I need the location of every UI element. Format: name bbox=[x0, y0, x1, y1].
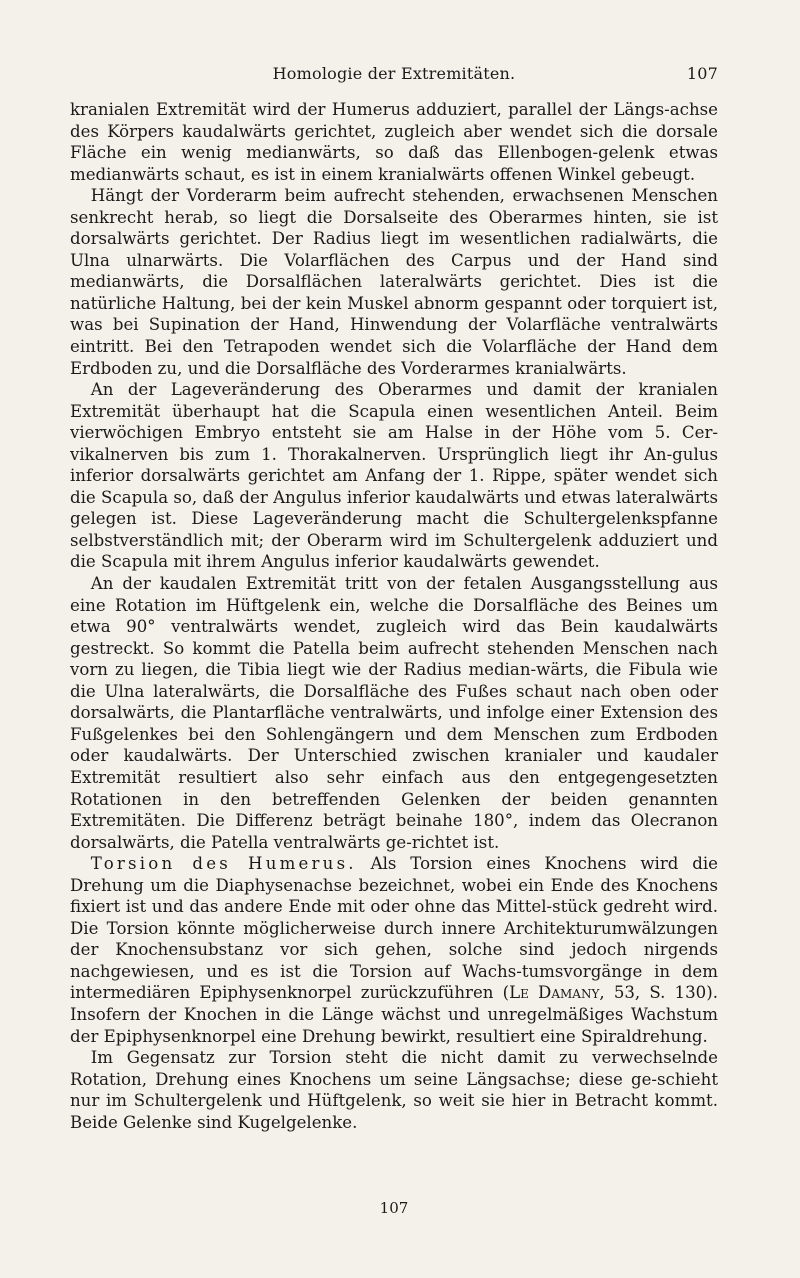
paragraph-5-text-after: , 53, S. 130). Insofern der Knochen in die Länge wächst und unregelmäßiges Wachstum der Epiphysenknorpel eine Drehung bewirkt, resultiert eine Spiraldrehung. bbox=[70, 983, 718, 1046]
footer-page-number: 107 bbox=[379, 1199, 409, 1217]
section-heading-torsion: Torsion des Humerus. bbox=[90, 854, 357, 874]
paragraph-5-text: Als Torsion eines Knochens wird die Drehung um die Diaphysenachse bezeichnet, wobei ein Ende des Knochens fixiert ist und das andere Ende mit oder ohne das Mittel-stück gedreht wird. Die Torsion könnte möglicherweise durch innere Architekturumwälzungen der Knochensubstanz vor sich gehen, solche sind jedoch nirgends nachgewiesen, und es ist die Torsion auf Wachs-tumsvorgänge in dem intermediären Epiphysenknorpel zurückzuführen ( bbox=[70, 854, 718, 1003]
body-text bbox=[70, 99, 718, 1133]
paragraph-2: Hängt der Vorderarm beim aufrecht stehenden, erwachsenen Menschen senkrecht herab, so liegt die Dorsalseite des Oberarmes hinten, sie ist dorsalwärts gerichtet. Der Radius liegt im wesentlichen radialwärts, die Ulna ulnarwärts. Die Volarflächen des Carpus und der Hand sind medianwärts, die Dorsalflächen lateralwärts gerichtet. Dies ist die natürliche Haltung, bei der kein Muskel abnorm gespannt oder torquiert ist, was bei Supination der Hand, Hinwendung der Volarfläche ventralwärts eintritt. Bei den Tetrapoden wendet sich die Volarfläche der Hand dem Erdboden zu, und die Dorsalfläche des Vorderarmes kranialwärts. bbox=[70, 186, 718, 378]
paragraph-4: An der kaudalen Extremität tritt von der fetalen Ausgangsstellung aus eine Rotation im Hüftgelenk ein, welche die Dorsalfläche des Beines um etwa 90° ventralwärts wendet, zugleich wird das Bein kaudalwärts gestreckt. So kommt die Patella beim aufrecht stehenden Menschen nach vorn zu liegen, die Tibia liegt wie der Radius median-wärts, die Fibula wie die Ulna lateralwärts, die Dorsalfläche des Fußes schaut nach oben oder dorsalwärts, die Plantarfläche ventralwärts, und infolge einer Extension des Fußgelenkes bei den Sohlengängern und dem Menschen zum Erdboden oder kaudalwärts. Der Unterschied zwischen kranialer und kaudaler Extremität resultiert also sehr einfach aus den entgegengesetzten Rotationen in den betreffenden Gelenken der beiden genannten Extremitäten. Die Differenz beträgt beinahe 180°, indem das Olecranon dorsalwärts, die Patella ventralwärts ge-richtet ist. bbox=[70, 574, 718, 852]
header-page-number: 107 bbox=[686, 64, 718, 83]
paragraph-1: kranialen Extremität wird der Humerus adduziert, parallel der Längs-achse des Körpers kaudalwärts gerichtet, zugleich aber wendet sich die dorsale Fläche ein wenig medianwärts, so daß das Ellenbogen-gelenk etwas medianwärts schaut, es ist in einem kranialwärts offenen Winkel gebeugt. bbox=[70, 100, 718, 184]
paragraph-3: An der Lageveränderung des Oberarmes und damit der kranialen Extremität überhaupt hat die Scapula einen wesentlichen Anteil. Beim vierwöchigen Embryo entsteht sie am Halse in der Höhe vom 5. Cer-vikalnerven bis zum 1. Thorakalnerven. Ursprünglich liegt ihr An-gulus inferior dorsalwärts gerichtet am Anfang der 1. Rippe, später wendet sich die Scapula so, daß der Angulus inferior kaudalwärts und etwas lateralwärts gelegen ist. Diese Lageveränderung macht die Schultergelenkspfanne selbstverständlich mit; der Oberarm wird im Schultergelenk adduziert und die Scapula mit ihrem Angulus inferior kaudalwärts gewendet. bbox=[70, 380, 718, 572]
running-head bbox=[70, 64, 718, 86]
paragraph-5 bbox=[70, 853, 718, 1047]
running-title: Homologie der Extremitäten. bbox=[272, 64, 516, 83]
page bbox=[70, 0, 718, 1278]
citation-author: Le Damany bbox=[509, 983, 600, 1003]
paragraph-6: Im Gegensatz zur Torsion steht die nicht damit zu verwechselnde Rotation, Drehung eines Knochens um seine Längsachse; diese ge-schieht nur im Schultergelenk und Hüftgelenk, so weit sie hier in Betracht kommt. Beide Gelenke sind Kugelgelenke. bbox=[70, 1048, 718, 1132]
